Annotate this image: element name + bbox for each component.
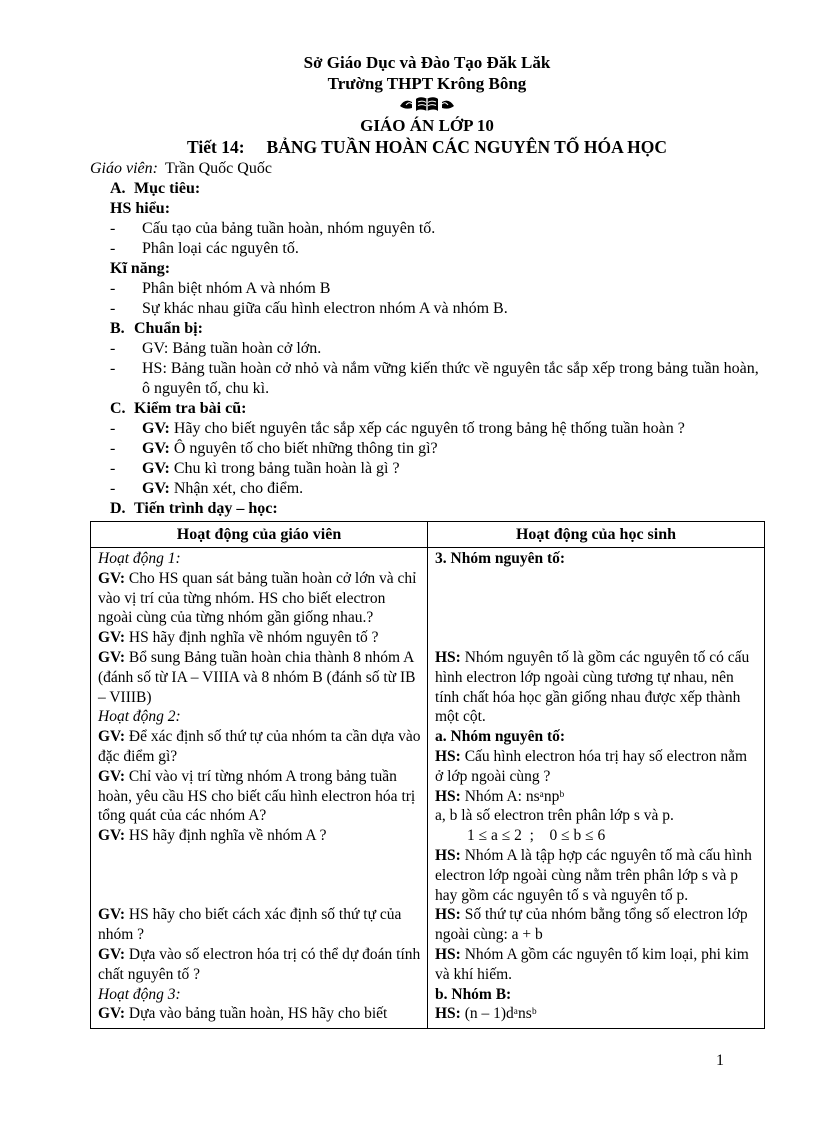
- table-paragraph: [98, 905, 421, 945]
- paragraph-text: Nhóm nguyên tố là gồm các nguyên tố có cấu hình electron lớp ngoài cùng tương tự nhau, nên tính chất hóa học gần giống nhau được xếp thành một cột.: [435, 648, 750, 726]
- paragraph-text: Để xác định số thứ tự của nhóm ta cần dựa vào đặc điểm gì?: [98, 728, 421, 765]
- table-paragraph: [435, 905, 758, 945]
- blank-spacer: [435, 569, 758, 648]
- speaker-prefix: GV:: [142, 460, 170, 477]
- outline-letter-text: Tiến trình dạy – học:: [134, 500, 278, 517]
- content-heading: 3. Nhóm nguyên tố:: [435, 550, 566, 567]
- student-activities-cell: [428, 548, 765, 1029]
- outline-dash-item: [90, 359, 764, 399]
- speaker-prefix: HS:: [435, 846, 461, 864]
- activity-label: Hoạt động 2:: [98, 708, 181, 726]
- outline-dash-item: [90, 459, 764, 479]
- outline-subheading: Kĩ năng:: [110, 260, 171, 277]
- table-paragraph: [435, 787, 758, 807]
- paragraph-text: (n – 1)dᵃnsᵇ: [464, 1005, 537, 1023]
- speaker-prefix: GV:: [142, 420, 170, 437]
- outline-dash-item: [90, 219, 764, 239]
- dash-bullet: -: [110, 340, 116, 357]
- outline-letter-marker: A.: [110, 180, 126, 197]
- dash-bullet: -: [110, 480, 116, 497]
- student-activities-header: Hoạt động của học sinh: [428, 522, 765, 548]
- school-line: Trường THPT Krông Bông: [327, 74, 527, 93]
- outline-dash-text: Sự khác nhau giữa cấu hình electron nhóm A và nhóm B.: [142, 300, 508, 317]
- teacher-line: [90, 159, 764, 179]
- outline-dash-text: GV: Bảng tuần hoàn cở lớn.: [142, 340, 322, 357]
- speaker-prefix: GV:: [98, 569, 125, 587]
- outline-dash-text: Phân loại các nguyên tố.: [142, 240, 299, 257]
- table-paragraph: [98, 569, 421, 628]
- table-paragraph: [435, 747, 758, 787]
- outline-dash-item: [90, 299, 764, 319]
- outline-dash-item: [90, 279, 764, 299]
- outline-letter-item: [90, 499, 764, 519]
- lesson-title-line: [90, 136, 764, 159]
- teacher-activities-header: Hoạt động của giáo viên: [91, 522, 428, 548]
- table-paragraph: a, b là số electron trên phân lớp s và p.: [435, 807, 674, 825]
- dash-bullet: -: [110, 440, 116, 457]
- speaker-prefix: HS:: [435, 1005, 461, 1023]
- ornament-row: [90, 94, 764, 115]
- dash-bullet: -: [110, 420, 116, 437]
- speaker-prefix: GV:: [142, 440, 170, 457]
- speaker-prefix: GV:: [98, 728, 125, 746]
- paragraph-text: Dựa vào bảng tuần hoàn, HS hãy cho biết: [128, 1005, 388, 1023]
- dash-bullet: -: [110, 360, 116, 377]
- speaker-prefix: HS:: [435, 906, 461, 924]
- dash-bullet: -: [110, 240, 116, 257]
- activity-table: [90, 521, 765, 1029]
- speaker-prefix: GV:: [98, 1005, 125, 1023]
- table-paragraph: [435, 648, 758, 727]
- outline-dash-text: Ô nguyên tố cho biết những thông tin gì?: [173, 440, 438, 457]
- department-line: Sở Giáo Dục và Đào Tạo Đăk Lăk: [303, 53, 551, 72]
- outline-section: [90, 179, 764, 519]
- speaker-prefix: GV:: [98, 945, 125, 963]
- table-paragraph: [98, 826, 421, 846]
- activity-table-header-row: [91, 522, 765, 548]
- paragraph-text: Nhóm A: nsᵃnpᵇ: [464, 787, 565, 805]
- outline-letter-item: [90, 319, 764, 339]
- content-heading: b. Nhóm B:: [435, 985, 512, 1003]
- table-paragraph: [98, 727, 421, 767]
- page-number: 1: [716, 1052, 724, 1069]
- speaker-prefix: HS:: [435, 945, 461, 963]
- outline-dash-item: [90, 439, 764, 459]
- paragraph-text: Cấu hình electron hóa trị hay số electron nằm ở lớp ngoài cùng ?: [435, 747, 748, 785]
- dash-bullet: -: [110, 460, 116, 477]
- outline-letter-text: Chuẩn bị:: [134, 320, 203, 337]
- paragraph-text: Dựa vào số electron hóa trị có thể dự đoán tính chất nguyên tố ?: [98, 945, 421, 983]
- table-paragraph: [435, 846, 758, 905]
- teacher-name: Trần Quốc Quốc: [164, 160, 272, 177]
- speaker-prefix: GV:: [98, 629, 125, 647]
- outline-dash-item: [90, 479, 764, 499]
- paragraph-text: Nhóm A gồm các nguyên tố kim loại, phi kim và khí hiếm.: [435, 945, 749, 983]
- speaker-prefix: HS:: [435, 648, 461, 666]
- speaker-prefix: GV:: [142, 480, 170, 497]
- doc-title: GIÁO ÁN LỚP 10: [360, 116, 494, 135]
- outline-letter-text: Kiểm tra bài cũ:: [134, 400, 247, 417]
- paragraph-text: HS hãy cho biết cách xác định số thứ tự của nhóm ?: [98, 906, 402, 944]
- activity-label: Hoạt động 1:: [98, 550, 181, 567]
- dash-bullet: -: [110, 300, 116, 317]
- speaker-prefix: GV:: [98, 648, 125, 666]
- outline-dash-text: Phân biệt nhóm A và nhóm B: [142, 280, 331, 297]
- table-paragraph: [435, 1004, 758, 1024]
- paragraph-text: Cho HS quan sát bảng tuần hoàn cở lớn và chỉ vào vị trí của từng nhóm. HS cho biết electron ngoài cùng của từng nhóm gần giống nhau.?: [98, 569, 417, 627]
- outline-dash-item: [90, 339, 764, 359]
- dash-bullet: -: [110, 220, 116, 237]
- outline-letter-marker: C.: [110, 400, 126, 417]
- blank-spacer: [98, 846, 421, 905]
- outline-subheading: HS hiểu:: [110, 200, 171, 217]
- outline-dash-text: Nhận xét, cho điểm.: [173, 480, 304, 497]
- table-paragraph: [98, 767, 421, 826]
- paragraph-text: Chỉ vào vị trí từng nhóm A trong bảng tuần hoàn, yêu cầu HS cho biết cấu hình electron hóa trị tổng quát của các nhóm A?: [98, 767, 416, 825]
- paragraph-text: HS hãy định nghĩa về nhóm A ?: [128, 827, 327, 845]
- table-paragraph: [98, 945, 421, 985]
- paragraph-text: Bổ sung Bảng tuần hoàn chia thành 8 nhóm A (đánh số từ IA – VIIIA và 8 nhóm B (đánh số từ IB – VIIIB): [98, 648, 416, 706]
- outline-dash-text: Chu kì trong bảng tuần hoàn là gì ?: [173, 460, 400, 477]
- doc-header: [90, 52, 764, 159]
- speaker-prefix: GV:: [98, 906, 125, 924]
- speaker-prefix: GV:: [98, 767, 125, 785]
- teacher-label: Giáo viên:: [90, 160, 158, 177]
- content-heading: a. Nhóm nguyên tố:: [435, 728, 566, 746]
- open-book-ornament-icon: [398, 95, 456, 115]
- table-paragraph: 1 ≤ a ≤ 2 ; 0 ≤ b ≤ 6: [467, 827, 606, 845]
- paragraph-text: HS hãy định nghĩa về nhóm nguyên tố ?: [128, 629, 379, 647]
- outline-letter-item: [90, 399, 764, 419]
- table-paragraph: [435, 945, 758, 985]
- outline-dash-text: Hãy cho biết nguyên tắc sắp xếp các nguyên tố trong bảng hệ thống tuần hoàn ?: [173, 420, 685, 437]
- activity-table-body-row: [91, 548, 765, 1029]
- outline-letter-item: [90, 179, 764, 199]
- speaker-prefix: GV:: [98, 827, 125, 845]
- table-paragraph: [98, 628, 421, 648]
- table-paragraph: [98, 1004, 421, 1024]
- outline-letter-marker: D.: [110, 500, 126, 517]
- speaker-prefix: HS:: [435, 747, 461, 765]
- outline-dash-text: HS: Bảng tuần hoàn cở nhỏ và nắm vững kiến thức về nguyên tắc sắp xếp trong bảng tuần hoàn, ô nguyên tố, chu kì.: [142, 360, 759, 397]
- outline-dash-text: Cấu tạo của bảng tuần hoàn, nhóm nguyên tố.: [142, 220, 436, 237]
- teacher-activities-cell: [91, 548, 428, 1029]
- activity-label: Hoạt động 3:: [98, 985, 181, 1003]
- lesson-title: BẢNG TUẦN HOÀN CÁC NGUYÊN TỐ HÓA HỌC: [266, 137, 667, 157]
- paragraph-text: Số thứ tự của nhóm bằng tổng số electron lớp ngoài cùng: a + b: [435, 906, 748, 944]
- outline-letter-marker: B.: [110, 320, 125, 337]
- outline-dash-item: [90, 239, 764, 259]
- lesson-label: Tiết 14:: [187, 137, 245, 157]
- table-paragraph: [98, 648, 421, 707]
- speaker-prefix: HS:: [435, 787, 461, 805]
- outline-dash-item: [90, 419, 764, 439]
- dash-bullet: -: [110, 280, 116, 297]
- paragraph-text: Nhóm A là tập hợp các nguyên tố mà cấu hình electron lớp ngoài cùng nằm trên phân lớp s và p hay gồm các nguyên tố s và nguyên tố p.: [435, 846, 752, 904]
- outline-letter-text: Mục tiêu:: [134, 180, 201, 197]
